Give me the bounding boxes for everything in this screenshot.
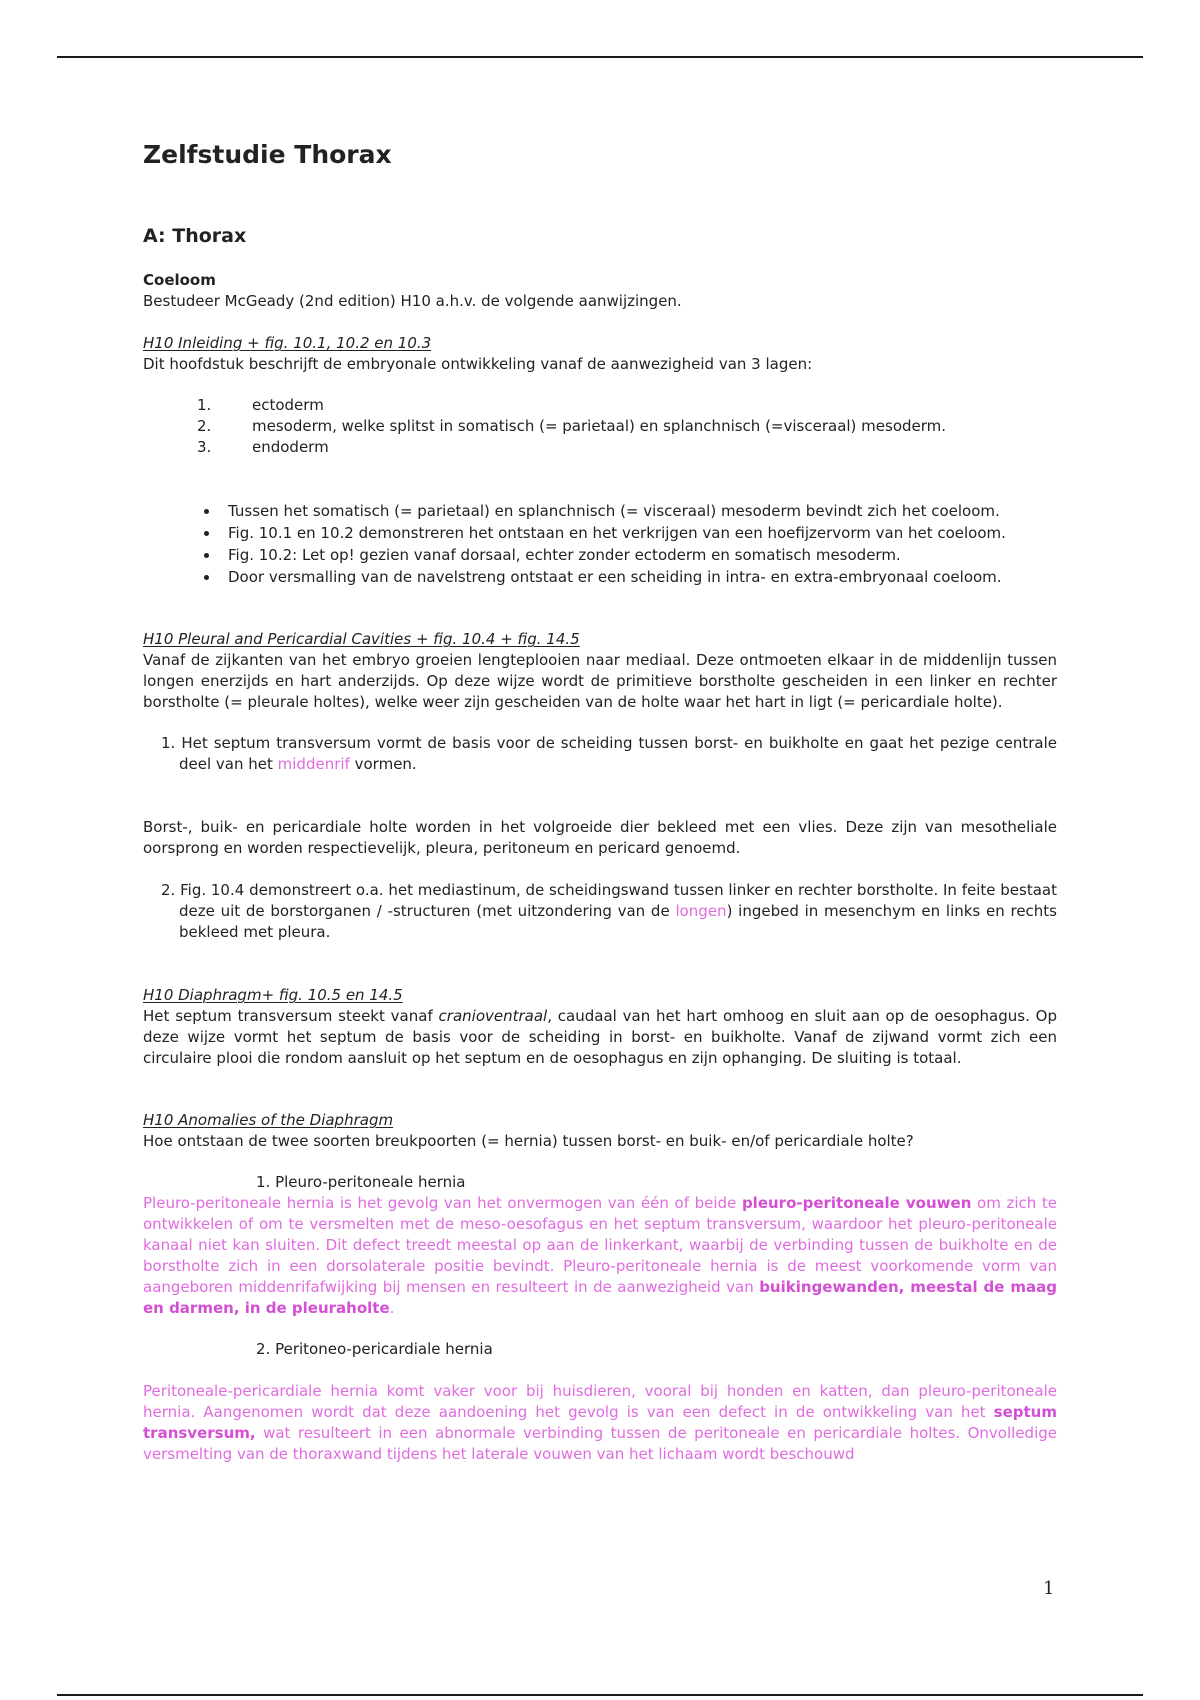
part2-item2: 2. Fig. 10.4 demonstreert o.a. het mediastinum, de scheidingswand tussen linker en rechter borstholte. In feite bestaat deze uit de borstorganen / -structuren (met uitzondering van de longen) ingebed in mesenchym en links en rechts bekleed met pleura. (161, 881, 1058, 941)
part4-heading: H10 Anomalies of the Diaphragm (143, 1111, 394, 1129)
part2 (143, 629, 1057, 943)
list-item: Tussen het somatisch (= parietaal) en splanchnisch (= visceraal) mesoderm bevindt zich het coeloom. (143, 500, 1057, 522)
list-item: Fig. 10.1 en 10.2 demonstreren het ontstaan en het verkrijgen van een hoefijzervorm van het coeloom. (143, 522, 1057, 544)
section-title: A: Thorax (143, 225, 247, 247)
part2-heading: H10 Pleural and Pericardial Cavities + fig. 10.4 + fig. 14.5 (143, 630, 580, 648)
list-item: Door versmalling van de navelstreng ontstaat er een scheiding in intra- en extra-embryonaal coeloom. (143, 566, 1057, 588)
part1-text: Dit hoofdstuk beschrijft de embryonale ontwikkeling vanaf de aanwezigheid van 3 lagen: (143, 355, 813, 373)
list-item: 3. endoderm (197, 438, 329, 456)
hernia1-label: 1. Pleuro-peritoneale hernia (256, 1173, 466, 1191)
list-item: Fig. 10.2: Let op! gezien vanaf dorsaal, echter zonder ectoderm en somatisch mesoderm. (143, 544, 1057, 566)
part3-text: Het septum transversum steekt vanaf cranioventraal, caudaal van het hart omhoog en sluit aan op de oesophagus. Op deze wijze vormt het septum de basis voor de scheiding in borst- en buikholte. Vanaf de zijwand vormt zich een circulaire plooi die rondom aansluit op het septum en de oesophagus en zijn ophanging. De sluiting is totaal. (143, 1007, 1057, 1067)
part1-heading: H10 Inleiding + fig. 10.1, 10.2 en 10.3 (143, 334, 432, 352)
bottom-rule (57, 1694, 1143, 1696)
part3 (143, 985, 1057, 1069)
hernia2-label: 2. Peritoneo-pericardiale hernia (256, 1340, 493, 1358)
hernia1-text: Pleuro-peritoneale hernia is het gevolg van het onvermogen van één of beide pleuro-peritoneale vouwen om zich te ontwikkelen of om te versmelten met de meso-oesofagus en het septum transversum, waardoor het pleuro-peritoneale kanaal niet kan sluiten. Dit defect treedt meestal op aan de linkerkant, waarbij de verbinding tussen de buikholte en de borstholte zich in een dorsolaterale positie bevindt. Pleuro-peritoneale hernia is de meest voorkomende vorm van aangeboren middenrifafwijking bij mensen en resulteert in de aanwezigheid van buikingewanden, meestal de maag en darmen, in de pleuraholte. (143, 1194, 1057, 1317)
part1 (143, 333, 1057, 588)
highlight-middenrif: middenrif (277, 755, 350, 773)
intro-text: Bestudeer McGeady (2nd edition) H10 a.h.v. de volgende aanwijzingen. (143, 292, 682, 310)
part2-item1: 1. Het septum transversum vormt de basis voor de scheiding tussen borst- en buikholte en gaat het pezige centrale deel van het middenrif vormen. (161, 734, 1057, 773)
part3-heading: H10 Diaphragm+ fig. 10.5 en 14.5 (143, 986, 403, 1004)
bullet-list (143, 500, 1057, 588)
page-number: 1 (1043, 1578, 1055, 1599)
top-rule (57, 56, 1143, 58)
list-item: 1. ectoderm (197, 396, 324, 414)
layers-list (143, 395, 1057, 458)
highlight-longen: longen (675, 902, 727, 920)
part4-question: Hoe ontstaan de twee soorten breukpoorten (= hernia) tussen borst- en buik- en/of pericardiale holte? (143, 1132, 914, 1150)
page-content (143, 140, 1057, 1465)
document-title: Zelfstudie Thorax (143, 140, 392, 169)
subsection-title: Coeloom (143, 271, 216, 289)
part2-text: Vanaf de zijkanten van het embryo groeien lengteplooien naar mediaal. Deze ontmoeten elkaar in de middenlijn tussen longen enerzijds en hart anderzijds. Op deze wijze wordt de primitieve borstholte gescheiden in een linker en rechter borstholte (= pleurale holtes), welke weer zijn gescheiden van de holte waar het hart in ligt (= pericardiale holte). (143, 651, 1057, 711)
part4 (143, 1110, 1057, 1465)
hernia2-text: Peritoneale-pericardiale hernia komt vaker voor bij huisdieren, vooral bij honden en katten, dan pleuro-peritoneale hernia. Aangenomen wordt dat deze aandoening het gevolg is van een defect in de ontwikkeling van het septum transversum, wat resulteert in een abnormale verbinding tussen de peritoneale en pericardiale holtes. Onvolledige versmelting van de thoraxwand tijdens het laterale vouwen van het lichaam wordt beschouwd (143, 1382, 1057, 1463)
part2-text2: Borst-, buik- en pericardiale holte worden in het volgroeide dier bekleed met een vlies. Deze zijn van mesotheliale oorsprong en worden respectievelijk, pleura, peritoneum en pericard genoemd. (143, 818, 1057, 857)
list-item: 2. mesoderm, welke splitst in somatisch (= parietaal) en splanchnisch (=visceraal) mesoderm. (197, 417, 947, 435)
